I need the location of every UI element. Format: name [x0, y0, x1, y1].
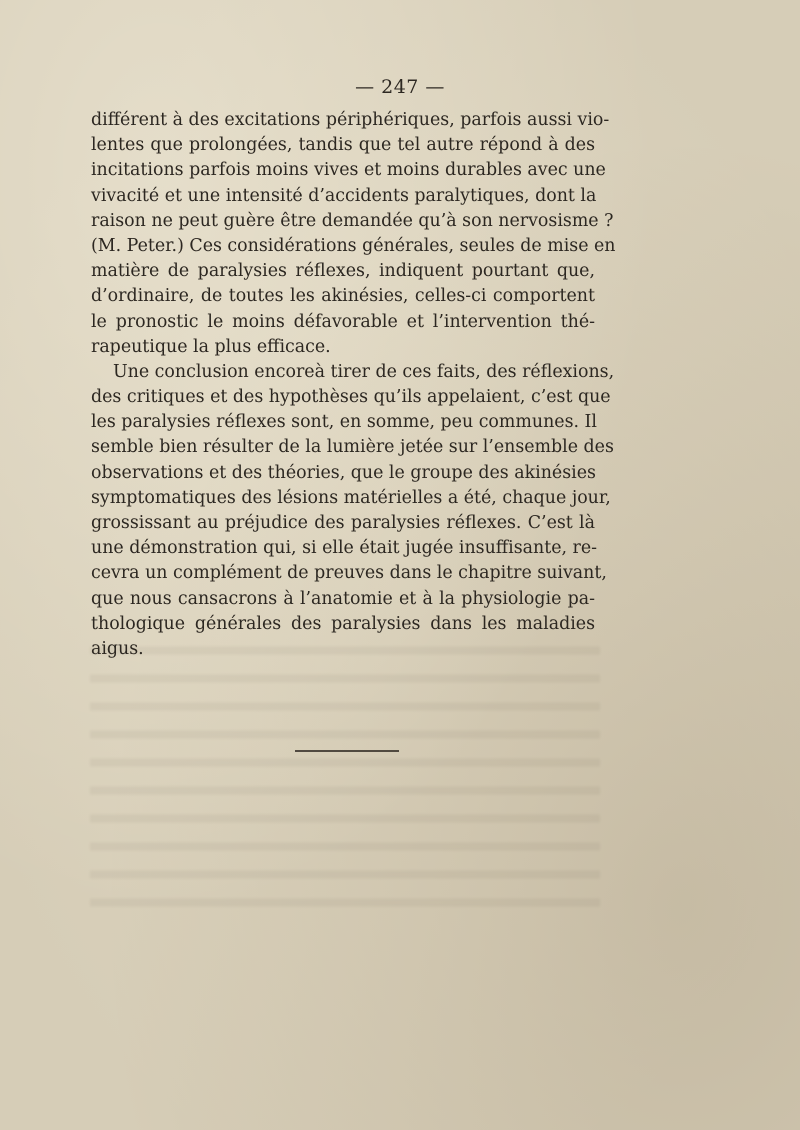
page-number: — 247 — — [355, 76, 445, 98]
text-line: aigus. — [91, 638, 144, 659]
text-line: semble bien résulter de la lumière jetée sur l’ensemble des — [91, 437, 614, 458]
text-line: vivacité et une intensité d’accidents paralytiques, dont la — [91, 185, 597, 206]
text-line: grossissant au préjudice des paralysies réflexes. C’est là — [91, 513, 595, 533]
text-line: incitations parfois moins vives et moins durables avec une — [91, 160, 606, 181]
paragraph-1 — [91, 108, 616, 360]
paragraph-2 — [91, 360, 615, 662]
text-line: matière de paralysies réflexes, indiquent pourtant que, — [91, 261, 595, 282]
text-line: une démonstration qui, si elle était jugée insuffisante, re- — [91, 538, 598, 559]
text-line: les paralysies réflexes sont, en somme, peu communes. Il — [91, 412, 597, 433]
text-line: symptomatiques des lésions matérielles a été, chaque jour, — [91, 487, 611, 508]
text-line: des critiques et des hypothèses qu’ils appelaient, c’est que — [91, 387, 611, 408]
text-line: que nous cansacrons à l’anatomie et à la physiologie pa- — [91, 588, 595, 609]
text-line: (M. Peter.) Ces considérations générales, seules de mise en — [91, 235, 616, 256]
text-line: cevra un complément de preuves dans le chapitre suivant, — [91, 563, 607, 584]
text-line: rapeutique la plus efficace. — [91, 336, 331, 357]
text-line: observations et des théories, que le groupe des akinésies — [91, 462, 596, 483]
text-line: différent à des excitations périphériques, parfois aussi vio- — [91, 110, 610, 130]
text-line: le pronostic le moins défavorable et l’intervention thé- — [91, 311, 595, 332]
body-text — [91, 108, 616, 662]
text-line: raison ne peut guère être demandée qu’à son nervosisme ? — [91, 210, 614, 231]
section-divider-rule — [295, 750, 399, 752]
text-line: lentes que prolongées, tandis que tel autre répond à des — [91, 135, 595, 156]
text-line: thologique générales des paralysies dans les maladies — [91, 613, 595, 634]
show-through-text — [90, 632, 600, 922]
text-line: Une conclusion encoreà tirer de ces faits, des réflexions, — [113, 361, 615, 382]
text-line: d’ordinaire, de toutes les akinésies, celles-ci comportent — [91, 286, 595, 307]
